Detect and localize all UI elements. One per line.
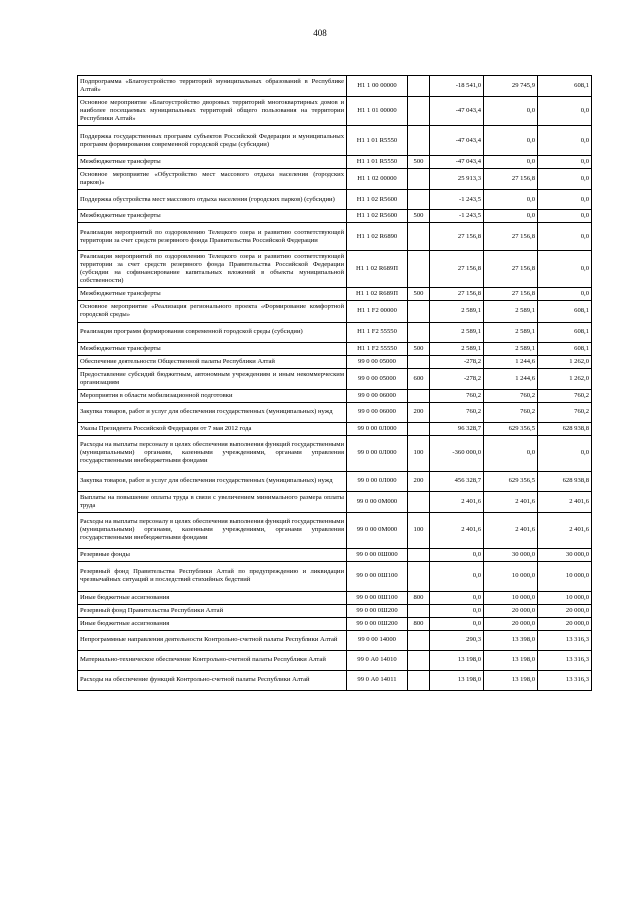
cell-expense-type xyxy=(408,670,430,690)
cell-amount-3: 20 000,0 xyxy=(538,617,592,630)
cell-name: Реализация программ формирования современной городской среды (субсидии) xyxy=(78,322,347,342)
cell-expense-type xyxy=(408,301,430,322)
cell-amount-2: 0,0 xyxy=(484,210,538,223)
cell-name: Межбюджетные трансферты xyxy=(78,288,347,301)
cell-amount-2: 1 244,6 xyxy=(484,368,538,389)
cell-amount-1: 2 589,1 xyxy=(430,342,484,355)
cell-amount-1: 760,2 xyxy=(430,389,484,402)
cell-amount-3: 608,1 xyxy=(538,301,592,322)
table-row xyxy=(78,251,592,288)
cell-code: Н1 1 F2 55550 xyxy=(347,342,408,355)
cell-amount-3: 2 401,6 xyxy=(538,512,592,548)
cell-amount-2: 27 156,8 xyxy=(484,169,538,190)
cell-code: Н1 1 F2 00000 xyxy=(347,301,408,322)
table-row xyxy=(78,156,592,169)
table-row xyxy=(78,604,592,617)
cell-expense-type xyxy=(408,422,430,435)
cell-amount-3: 10 000,0 xyxy=(538,561,592,591)
cell-amount-2: 2 401,6 xyxy=(484,491,538,512)
cell-amount-1: 290,3 xyxy=(430,630,484,650)
cell-expense-type: 800 xyxy=(408,617,430,630)
cell-amount-1: -278,2 xyxy=(430,355,484,368)
cell-code: Н1 1 02 R689П xyxy=(347,251,408,288)
cell-expense-type xyxy=(408,491,430,512)
table-row xyxy=(78,561,592,591)
cell-amount-3: 628 938,8 xyxy=(538,422,592,435)
table-row xyxy=(78,591,592,604)
page-number: 408 xyxy=(313,28,327,38)
cell-expense-type: 800 xyxy=(408,591,430,604)
cell-amount-3: 0,0 xyxy=(538,126,592,156)
cell-amount-1: 27 156,8 xyxy=(430,251,484,288)
cell-amount-2: 13 198,0 xyxy=(484,650,538,670)
cell-amount-3: 0,0 xyxy=(538,97,592,126)
cell-name: Непрограммные направления деятельности Контрольно-счетной палаты Республики Алтай xyxy=(78,630,347,650)
cell-amount-2: 2 589,1 xyxy=(484,322,538,342)
cell-name: Закупка товаров, работ и услуг для обеспечения государственных (муниципальных) нужд xyxy=(78,471,347,491)
cell-amount-1: -278,2 xyxy=(430,368,484,389)
cell-expense-type xyxy=(408,389,430,402)
cell-amount-1: -1 243,5 xyxy=(430,210,484,223)
cell-expense-type xyxy=(408,604,430,617)
cell-amount-2: 20 000,0 xyxy=(484,604,538,617)
cell-amount-1: 2 401,6 xyxy=(430,512,484,548)
cell-amount-3: 628 938,8 xyxy=(538,471,592,491)
cell-name: Межбюджетные трансферты xyxy=(78,342,347,355)
cell-code: 99 0 00 05000 xyxy=(347,368,408,389)
cell-amount-1: -47 043,4 xyxy=(430,97,484,126)
cell-amount-1: 13 198,0 xyxy=(430,670,484,690)
cell-name: Резервный фонд Правительства Республики Алтай xyxy=(78,604,347,617)
cell-amount-1: 456 328,7 xyxy=(430,471,484,491)
cell-amount-3: 10 000,0 xyxy=(538,591,592,604)
cell-amount-1: 0,0 xyxy=(430,591,484,604)
cell-name: Материально-техническое обеспечение Контрольно-счетной палаты Республики Алтай xyxy=(78,650,347,670)
cell-name: Резервный фонд Правительства Республики Алтай по предупреждению и ликвидации чрезвычайных ситуаций и последствий стихийных бедствий xyxy=(78,561,347,591)
cell-code: 99 0 00 0Ш200 xyxy=(347,604,408,617)
cell-name: Мероприятия в области мобилизационной подготовки xyxy=(78,389,347,402)
cell-amount-1: -360 000,0 xyxy=(430,435,484,471)
cell-amount-3: 760,2 xyxy=(538,402,592,422)
cell-name: Основное мероприятие «Реализация регионального проекта «Формирование комфортной городской среды» xyxy=(78,301,347,322)
cell-amount-2: 29 745,9 xyxy=(484,76,538,97)
table-row xyxy=(78,650,592,670)
cell-name: Расходы на выплаты персоналу в целях обеспечения выполнения функций государственными (муниципальными) органами, казенными учреждениями, органами управления государственными внебюджетными фондами xyxy=(78,512,347,548)
cell-code: Н1 1 01 R5550 xyxy=(347,156,408,169)
cell-amount-2: 1 244,6 xyxy=(484,355,538,368)
cell-expense-type: 500 xyxy=(408,156,430,169)
cell-name: Поддержка обустройства мест массового отдыха населения (городских парков) (субсидии) xyxy=(78,190,347,210)
cell-code: Н1 1 02 R689П xyxy=(347,288,408,301)
table-row xyxy=(78,223,592,251)
cell-expense-type xyxy=(408,76,430,97)
table-row xyxy=(78,630,592,650)
cell-amount-1: 13 198,0 xyxy=(430,650,484,670)
cell-name: Расходы на обеспечение функций Контрольно-счетной палаты Республики Алтай xyxy=(78,670,347,690)
cell-amount-2: 20 000,0 xyxy=(484,617,538,630)
cell-name: Резервные фонды xyxy=(78,548,347,561)
cell-amount-2: 27 156,8 xyxy=(484,223,538,251)
cell-name: Указы Президента Российской Федерации от 7 мая 2012 года xyxy=(78,422,347,435)
cell-expense-type xyxy=(408,548,430,561)
cell-amount-2: 0,0 xyxy=(484,435,538,471)
cell-amount-1: 0,0 xyxy=(430,561,484,591)
cell-amount-3: 1 262,0 xyxy=(538,368,592,389)
cell-amount-3: 0,0 xyxy=(538,288,592,301)
cell-amount-3: 608,1 xyxy=(538,322,592,342)
cell-expense-type: 500 xyxy=(408,288,430,301)
table-row xyxy=(78,422,592,435)
table-row xyxy=(78,126,592,156)
table-row xyxy=(78,368,592,389)
cell-code: Н1 1 02 R5600 xyxy=(347,210,408,223)
cell-code: Н1 1 F2 55550 xyxy=(347,322,408,342)
cell-amount-3: 13 316,3 xyxy=(538,670,592,690)
cell-name: Закупка товаров, работ и услуг для обеспечения государственных (муниципальных) нужд xyxy=(78,402,347,422)
cell-expense-type xyxy=(408,650,430,670)
table-row xyxy=(78,389,592,402)
cell-expense-type: 500 xyxy=(408,210,430,223)
table-row xyxy=(78,301,592,322)
table-row xyxy=(78,97,592,126)
cell-expense-type xyxy=(408,561,430,591)
cell-expense-type xyxy=(408,190,430,210)
cell-amount-1: 2 589,1 xyxy=(430,301,484,322)
cell-amount-2: 2 589,1 xyxy=(484,301,538,322)
cell-code: 99 0 00 06000 xyxy=(347,402,408,422)
cell-code: Н1 1 02 R5600 xyxy=(347,190,408,210)
cell-amount-3: 13 316,3 xyxy=(538,630,592,650)
cell-amount-2: 629 356,5 xyxy=(484,422,538,435)
cell-name: Реализация мероприятий по оздоровлению Телецкого озера и развитию соответствующей территории за счет средств резервного фонда Правительства Российской Федерации xyxy=(78,223,347,251)
cell-code: 99 0 00 0Л000 xyxy=(347,435,408,471)
cell-name: Расходы на выплаты персоналу в целях обеспечения выполнения функций государственными (муниципальными) органами, казенными учреждениями, органами управления государственными внебюджетными фондами xyxy=(78,435,347,471)
cell-amount-1: 27 156,8 xyxy=(430,288,484,301)
cell-amount-2: 0,0 xyxy=(484,97,538,126)
cell-code: 99 0 00 0Ш100 xyxy=(347,561,408,591)
cell-code: 99 0 00 0М000 xyxy=(347,512,408,548)
table-row xyxy=(78,355,592,368)
cell-name: Основное мероприятие «Обустройство мест массового отдыха населения (городских парков)» xyxy=(78,169,347,190)
cell-code: Н1 1 02 R6890 xyxy=(347,223,408,251)
cell-name: Иные бюджетные ассигнования xyxy=(78,617,347,630)
cell-name: Иные бюджетные ассигнования xyxy=(78,591,347,604)
cell-name: Выплаты на повышение оплаты труда в связи с увеличением минимального размера оплаты труда xyxy=(78,491,347,512)
cell-amount-2: 10 000,0 xyxy=(484,591,538,604)
cell-amount-2: 10 000,0 xyxy=(484,561,538,591)
cell-expense-type xyxy=(408,630,430,650)
cell-amount-1: 2 401,6 xyxy=(430,491,484,512)
cell-amount-3: 0,0 xyxy=(538,156,592,169)
cell-code: 99 0 00 14000 xyxy=(347,630,408,650)
table-row xyxy=(78,342,592,355)
table-row xyxy=(78,190,592,210)
table-row xyxy=(78,435,592,471)
cell-amount-3: 760,2 xyxy=(538,389,592,402)
cell-name: Поддержка государственных программ субъектов Российской Федерации и муниципальных программ формирования современной городской среды (субсидии) xyxy=(78,126,347,156)
table-row xyxy=(78,288,592,301)
cell-amount-3: 0,0 xyxy=(538,169,592,190)
cell-amount-3: 0,0 xyxy=(538,223,592,251)
table-row xyxy=(78,512,592,548)
cell-amount-1: 96 328,7 xyxy=(430,422,484,435)
cell-amount-1: 25 913,3 xyxy=(430,169,484,190)
table-row xyxy=(78,670,592,690)
cell-amount-1: -1 243,5 xyxy=(430,190,484,210)
cell-name: Подпрограмма «Благоустройство территорий муниципальных образований в Республике Алтай» xyxy=(78,76,347,97)
cell-amount-2: 629 356,5 xyxy=(484,471,538,491)
cell-amount-3: 608,1 xyxy=(538,76,592,97)
cell-name: Межбюджетные трансферты xyxy=(78,210,347,223)
cell-amount-2: 27 156,8 xyxy=(484,251,538,288)
cell-expense-type xyxy=(408,97,430,126)
cell-amount-1: 0,0 xyxy=(430,548,484,561)
table-row xyxy=(78,210,592,223)
cell-amount-3: 30 000,0 xyxy=(538,548,592,561)
cell-amount-1: -18 541,0 xyxy=(430,76,484,97)
cell-amount-2: 2 401,6 xyxy=(484,512,538,548)
cell-code: 99 0 А0 14010 xyxy=(347,650,408,670)
cell-expense-type: 600 xyxy=(408,368,430,389)
cell-expense-type xyxy=(408,223,430,251)
cell-amount-2: 0,0 xyxy=(484,126,538,156)
cell-expense-type: 100 xyxy=(408,512,430,548)
cell-code: 99 0 00 0М000 xyxy=(347,491,408,512)
cell-amount-2: 13 198,0 xyxy=(484,670,538,690)
table-row xyxy=(78,169,592,190)
cell-amount-2: 30 000,0 xyxy=(484,548,538,561)
cell-amount-2: 2 589,1 xyxy=(484,342,538,355)
cell-code: 99 0 00 0Л000 xyxy=(347,422,408,435)
cell-code: 99 0 00 05000 xyxy=(347,355,408,368)
cell-code: Н1 1 01 00000 xyxy=(347,97,408,126)
cell-amount-1: 760,2 xyxy=(430,402,484,422)
cell-amount-3: 608,1 xyxy=(538,342,592,355)
cell-expense-type xyxy=(408,169,430,190)
cell-amount-3: 0,0 xyxy=(538,435,592,471)
table-row xyxy=(78,548,592,561)
cell-amount-3: 0,0 xyxy=(538,251,592,288)
cell-amount-2: 0,0 xyxy=(484,156,538,169)
cell-expense-type xyxy=(408,251,430,288)
cell-amount-3: 0,0 xyxy=(538,210,592,223)
cell-amount-2: 27 156,8 xyxy=(484,288,538,301)
cell-expense-type: 500 xyxy=(408,342,430,355)
cell-name: Предоставление субсидий бюджетным, автономным учреждениям и иным некоммерческим организациям xyxy=(78,368,347,389)
cell-code: Н1 1 00 00000 xyxy=(347,76,408,97)
table-row xyxy=(78,491,592,512)
cell-amount-1: -47 043,4 xyxy=(430,156,484,169)
cell-code: Н1 1 02 00000 xyxy=(347,169,408,190)
cell-amount-2: 760,2 xyxy=(484,389,538,402)
cell-amount-1: 27 156,8 xyxy=(430,223,484,251)
cell-expense-type: 200 xyxy=(408,471,430,491)
cell-amount-2: 760,2 xyxy=(484,402,538,422)
table-row xyxy=(78,617,592,630)
cell-amount-3: 1 262,0 xyxy=(538,355,592,368)
cell-amount-3: 0,0 xyxy=(538,190,592,210)
cell-name: Обеспечение деятельности Общественной палаты Республики Алтай xyxy=(78,355,347,368)
budget-table xyxy=(77,75,592,691)
table-row xyxy=(78,76,592,97)
cell-code: 99 0 А0 14011 xyxy=(347,670,408,690)
cell-name: Межбюджетные трансферты xyxy=(78,156,347,169)
cell-amount-1: 2 589,1 xyxy=(430,322,484,342)
cell-expense-type: 100 xyxy=(408,435,430,471)
cell-expense-type: 200 xyxy=(408,402,430,422)
cell-amount-1: 0,0 xyxy=(430,604,484,617)
cell-code: Н1 1 01 R5550 xyxy=(347,126,408,156)
cell-amount-1: -47 043,4 xyxy=(430,126,484,156)
cell-name: Реализация мероприятий по оздоровлению Телецкого озера и развитию соответствующей территории за счет средств резервного фонда Правительства Российской Федерации (субсидии на софинансирование капитальных вложений в объекты муниципальной собственности) xyxy=(78,251,347,288)
cell-expense-type xyxy=(408,126,430,156)
cell-expense-type xyxy=(408,355,430,368)
cell-code: 99 0 00 0Л000 xyxy=(347,471,408,491)
cell-code: 99 0 00 0Ш200 xyxy=(347,617,408,630)
table-row xyxy=(78,322,592,342)
cell-amount-3: 2 401,6 xyxy=(538,491,592,512)
cell-amount-2: 0,0 xyxy=(484,190,538,210)
cell-expense-type xyxy=(408,322,430,342)
table-row xyxy=(78,471,592,491)
cell-amount-2: 13 398,0 xyxy=(484,630,538,650)
cell-amount-1: 0,0 xyxy=(430,617,484,630)
cell-code: 99 0 00 0Ш100 xyxy=(347,591,408,604)
cell-code: 99 0 00 06000 xyxy=(347,389,408,402)
table-row xyxy=(78,402,592,422)
cell-code: 99 0 00 0Ш000 xyxy=(347,548,408,561)
cell-amount-3: 13 316,3 xyxy=(538,650,592,670)
budget-table-body xyxy=(78,76,592,691)
cell-name: Основное мероприятие «Благоустройство дворовых территорий многоквартирных домов и наиболее посещаемых муниципальных территорий общего пользования на территории Республики Алтай» xyxy=(78,97,347,126)
cell-amount-3: 20 000,0 xyxy=(538,604,592,617)
